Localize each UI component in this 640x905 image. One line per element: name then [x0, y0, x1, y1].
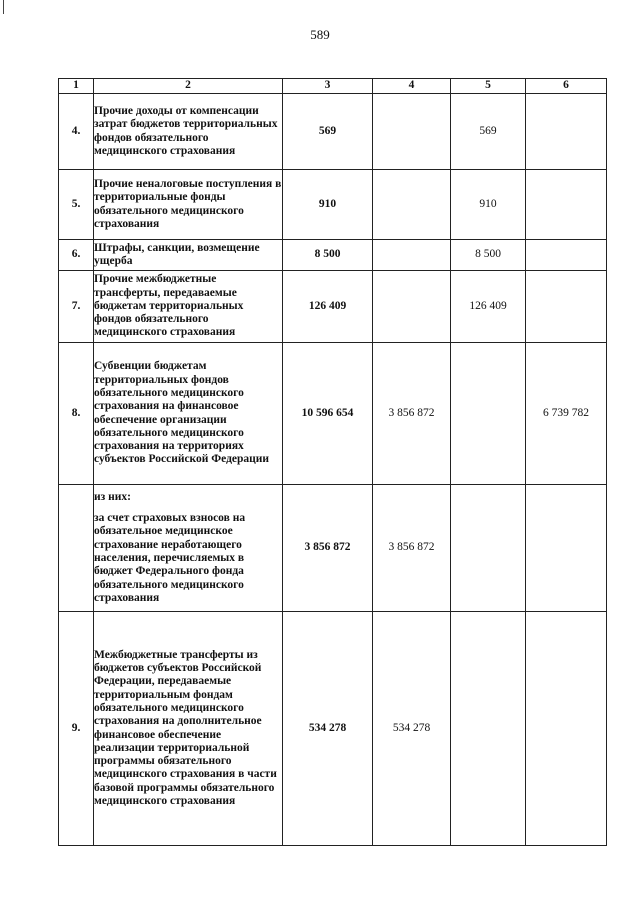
table-row — [59, 271, 607, 343]
column-header-4: 4 — [373, 79, 451, 94]
row-number: 7. — [59, 271, 94, 343]
cell-col6 — [526, 170, 607, 240]
table-row — [59, 94, 607, 170]
cell-col5: 126 409 — [451, 271, 526, 343]
row-name-with-subhead — [94, 485, 283, 612]
row-name: за счет страховых взносов на обязательное медицинское страхование неработающего населения, перечисляемых в бюджет Федерального фонда обязательного медицинского страхования — [94, 512, 246, 604]
cell-col4: 534 278 — [373, 612, 451, 846]
row-number: 8. — [59, 343, 94, 485]
cell-col6 — [526, 240, 607, 271]
column-header-6: 6 — [526, 79, 607, 94]
row-name: Межбюджетные трансферты из бюджетов субъектов Российской Федерации, передаваемые территориальным фондам обязательного медицинского страхования на дополнительное финансовое обеспечение реализации территориальной программы обязательного медицинского страхования в части базовой программы обязательного медицинского страхования — [94, 612, 283, 846]
row-name: Штрафы, санкции, возмещение ущерба — [94, 240, 283, 271]
row-name: Прочие межбюджетные трансферты, передаваемые бюджетам территориальных фондов обязательного медицинского страхования — [94, 271, 283, 343]
row-number: 6. — [59, 240, 94, 271]
cell-col5 — [451, 612, 526, 846]
cell-col6 — [526, 612, 607, 846]
row-number — [59, 485, 94, 612]
cell-col4 — [373, 94, 451, 170]
table-row — [59, 612, 607, 846]
table-row — [59, 343, 607, 485]
table-row — [59, 485, 607, 612]
row-subhead: из них: — [94, 490, 131, 503]
cell-col3: 3 856 872 — [283, 485, 373, 612]
cell-col4: 3 856 872 — [373, 485, 451, 612]
cell-col3: 910 — [283, 170, 373, 240]
cell-col6 — [526, 94, 607, 170]
row-name: Субвенции бюджетам территориальных фондов обязательного медицинского страхования на финансовое обеспечение организации обязательного медицинского страхования на территориях субъектов Российской Федерации — [94, 343, 283, 485]
table-header-row — [59, 79, 607, 94]
column-header-2: 2 — [94, 79, 283, 94]
cell-col5 — [451, 485, 526, 612]
page-number: 589 — [310, 27, 330, 42]
row-number: 4. — [59, 94, 94, 170]
column-header-1: 1 — [59, 79, 94, 94]
table-row — [59, 170, 607, 240]
cell-col5: 569 — [451, 94, 526, 170]
cell-col4 — [373, 271, 451, 343]
column-header-5: 5 — [451, 79, 526, 94]
row-number: 9. — [59, 612, 94, 846]
cell-col4 — [373, 240, 451, 271]
cell-col6 — [526, 271, 607, 343]
row-name: Прочие доходы от компенсации затрат бюджетов территориальных фондов обязательного медицинского страхования — [94, 94, 283, 170]
cell-col3: 10 596 654 — [283, 343, 373, 485]
cell-col3: 534 278 — [283, 612, 373, 846]
row-number: 5. — [59, 170, 94, 240]
cell-col4 — [373, 170, 451, 240]
scan-edge-mark — [3, 0, 4, 14]
cell-col5: 8 500 — [451, 240, 526, 271]
budget-table — [58, 78, 607, 846]
cell-col6: 6 739 782 — [526, 343, 607, 485]
cell-col5: 910 — [451, 170, 526, 240]
cell-col6 — [526, 485, 607, 612]
column-header-3: 3 — [283, 79, 373, 94]
cell-col3: 126 409 — [283, 271, 373, 343]
cell-col5 — [451, 343, 526, 485]
row-name: Прочие неналоговые поступления в территориальные фонды обязательного медицинского страхования — [94, 170, 283, 240]
cell-col3: 569 — [283, 94, 373, 170]
table-row — [59, 240, 607, 271]
cell-col3: 8 500 — [283, 240, 373, 271]
cell-col4: 3 856 872 — [373, 343, 451, 485]
